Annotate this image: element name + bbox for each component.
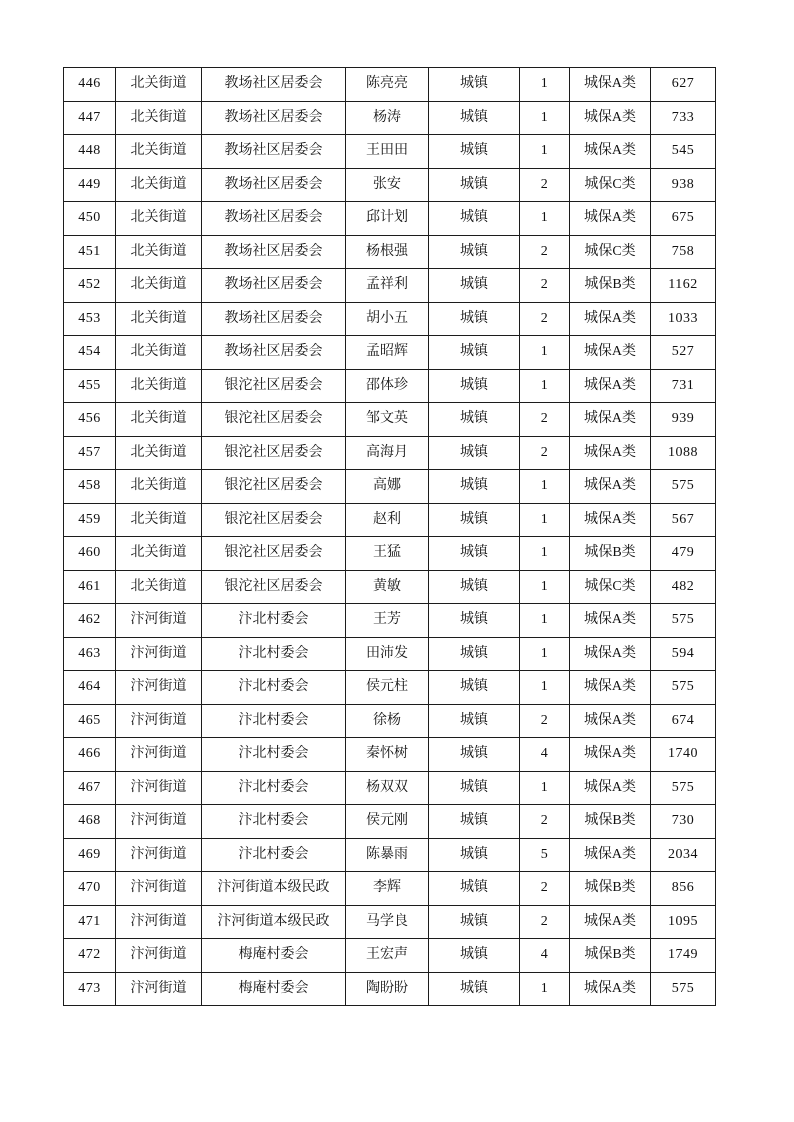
table-cell: 5	[520, 838, 570, 872]
table-cell: 城镇	[429, 872, 520, 906]
table-cell: 北关街道	[116, 101, 202, 135]
table-cell: 城保A类	[570, 604, 651, 638]
table-cell: 城镇	[429, 503, 520, 537]
table-cell: 城保A类	[570, 503, 651, 537]
table-cell: 高海月	[346, 436, 429, 470]
table-cell: 1	[520, 771, 570, 805]
table-cell: 575	[651, 671, 716, 705]
table-cell: 汴河街道本级民政	[202, 872, 346, 906]
table-cell: 1	[520, 101, 570, 135]
table-cell: 马学良	[346, 905, 429, 939]
table-cell: 城镇	[429, 704, 520, 738]
table-cell: 城保A类	[570, 68, 651, 102]
table-cell: 王田田	[346, 135, 429, 169]
table-cell: 城保A类	[570, 135, 651, 169]
table-cell: 陈暴雨	[346, 838, 429, 872]
table-cell: 高娜	[346, 470, 429, 504]
table-cell: 473	[64, 972, 116, 1006]
table-cell: 梅庵村委会	[202, 972, 346, 1006]
table-cell: 939	[651, 403, 716, 437]
table-cell: 1740	[651, 738, 716, 772]
table-row	[64, 771, 716, 805]
table-cell: 城保B类	[570, 939, 651, 973]
table-cell: 城保A类	[570, 369, 651, 403]
table-cell: 城镇	[429, 101, 520, 135]
table-cell: 汴河街道	[116, 637, 202, 671]
table-cell: 446	[64, 68, 116, 102]
table-cell: 银沱社区居委会	[202, 503, 346, 537]
table-row	[64, 637, 716, 671]
table-cell: 城保A类	[570, 972, 651, 1006]
table-cell: 汴北村委会	[202, 738, 346, 772]
table-cell: 城保C类	[570, 168, 651, 202]
table-cell: 2	[520, 269, 570, 303]
table-cell: 汴河街道	[116, 771, 202, 805]
table-row	[64, 503, 716, 537]
table-cell: 463	[64, 637, 116, 671]
table-cell: 449	[64, 168, 116, 202]
table-cell: 2	[520, 805, 570, 839]
table-cell: 汴北村委会	[202, 704, 346, 738]
table-cell: 627	[651, 68, 716, 102]
table-cell: 城镇	[429, 671, 520, 705]
table-cell: 城镇	[429, 68, 520, 102]
table-cell: 王芳	[346, 604, 429, 638]
table-cell: 梅庵村委会	[202, 939, 346, 973]
table-row	[64, 805, 716, 839]
table-row	[64, 336, 716, 370]
table-cell: 450	[64, 202, 116, 236]
table-cell: 城保A类	[570, 202, 651, 236]
table-row	[64, 168, 716, 202]
table-cell: 汴北村委会	[202, 838, 346, 872]
table-cell: 张安	[346, 168, 429, 202]
table-row	[64, 269, 716, 303]
table-cell: 城镇	[429, 537, 520, 571]
table-cell: 城镇	[429, 738, 520, 772]
table-cell: 城镇	[429, 202, 520, 236]
table-cell: 陶盼盼	[346, 972, 429, 1006]
table-cell: 城镇	[429, 369, 520, 403]
table-cell: 758	[651, 235, 716, 269]
table-cell: 杨涛	[346, 101, 429, 135]
table-cell: 汴河街道	[116, 738, 202, 772]
table-cell: 教场社区居委会	[202, 168, 346, 202]
table-cell: 城保A类	[570, 905, 651, 939]
table-cell: 城镇	[429, 436, 520, 470]
table-cell: 575	[651, 470, 716, 504]
table-cell: 银沱社区居委会	[202, 537, 346, 571]
table-cell: 1	[520, 503, 570, 537]
table-cell: 城保A类	[570, 771, 651, 805]
table-cell: 教场社区居委会	[202, 336, 346, 370]
table-cell: 北关街道	[116, 570, 202, 604]
table-cell: 459	[64, 503, 116, 537]
table-cell: 451	[64, 235, 116, 269]
table-cell: 594	[651, 637, 716, 671]
table-row	[64, 738, 716, 772]
table-cell: 448	[64, 135, 116, 169]
table-cell: 470	[64, 872, 116, 906]
table-cell: 银沱社区居委会	[202, 470, 346, 504]
table-row	[64, 704, 716, 738]
table-cell: 汴河街道	[116, 838, 202, 872]
table-row	[64, 436, 716, 470]
table-cell: 454	[64, 336, 116, 370]
table-cell: 城镇	[429, 135, 520, 169]
table-cell: 4	[520, 939, 570, 973]
table-cell: 733	[651, 101, 716, 135]
table-cell: 461	[64, 570, 116, 604]
table-cell: 1	[520, 671, 570, 705]
table-cell: 银沱社区居委会	[202, 369, 346, 403]
table-cell: 北关街道	[116, 403, 202, 437]
table-cell: 北关街道	[116, 235, 202, 269]
table-cell: 汴北村委会	[202, 637, 346, 671]
table-cell: 2	[520, 168, 570, 202]
table-cell: 城镇	[429, 637, 520, 671]
table-cell: 460	[64, 537, 116, 571]
table-cell: 938	[651, 168, 716, 202]
table-cell: 北关街道	[116, 436, 202, 470]
table-row	[64, 369, 716, 403]
table-row	[64, 135, 716, 169]
table-cell: 城镇	[429, 403, 520, 437]
table-cell: 1749	[651, 939, 716, 973]
table-cell: 教场社区居委会	[202, 235, 346, 269]
table-cell: 汴河街道	[116, 805, 202, 839]
table-cell: 469	[64, 838, 116, 872]
table-row	[64, 604, 716, 638]
table-cell: 城镇	[429, 470, 520, 504]
table-cell: 汴河街道	[116, 972, 202, 1006]
table-row	[64, 570, 716, 604]
table-row	[64, 235, 716, 269]
table-cell: 462	[64, 604, 116, 638]
table-cell: 北关街道	[116, 68, 202, 102]
table-cell: 城镇	[429, 302, 520, 336]
table-cell: 北关街道	[116, 302, 202, 336]
table-cell: 城保A类	[570, 838, 651, 872]
table-cell: 田沛发	[346, 637, 429, 671]
table-cell: 城保A类	[570, 470, 651, 504]
table-row	[64, 939, 716, 973]
table-cell: 北关街道	[116, 269, 202, 303]
table-cell: 1162	[651, 269, 716, 303]
table-cell: 侯元刚	[346, 805, 429, 839]
table-cell: 城保A类	[570, 671, 651, 705]
table-cell: 教场社区居委会	[202, 269, 346, 303]
table-cell: 汴河街道	[116, 939, 202, 973]
table-cell: 北关街道	[116, 202, 202, 236]
table-cell: 575	[651, 771, 716, 805]
table-cell: 457	[64, 436, 116, 470]
table-cell: 1	[520, 135, 570, 169]
table-cell: 1088	[651, 436, 716, 470]
table-cell: 465	[64, 704, 116, 738]
table-cell: 城保A类	[570, 101, 651, 135]
table-cell: 教场社区居委会	[202, 68, 346, 102]
table-cell: 城保B类	[570, 805, 651, 839]
table-cell: 教场社区居委会	[202, 135, 346, 169]
table-cell: 汴河街道	[116, 872, 202, 906]
table-cell: 1	[520, 604, 570, 638]
table-cell: 城保A类	[570, 336, 651, 370]
table-cell: 城镇	[429, 838, 520, 872]
table-cell: 北关街道	[116, 135, 202, 169]
table-cell: 汴河街道	[116, 604, 202, 638]
table-cell: 458	[64, 470, 116, 504]
table-row	[64, 68, 716, 102]
table-row	[64, 905, 716, 939]
table-cell: 城保A类	[570, 302, 651, 336]
table-cell: 468	[64, 805, 116, 839]
table-cell: 527	[651, 336, 716, 370]
table-cell: 674	[651, 704, 716, 738]
table-cell: 452	[64, 269, 116, 303]
table-cell: 1	[520, 570, 570, 604]
table-cell: 2	[520, 704, 570, 738]
table-cell: 北关街道	[116, 336, 202, 370]
table-cell: 城保B类	[570, 872, 651, 906]
table-cell: 赵利	[346, 503, 429, 537]
table-cell: 银沱社区居委会	[202, 436, 346, 470]
table-cell: 汴北村委会	[202, 805, 346, 839]
table-cell: 杨双双	[346, 771, 429, 805]
table-row	[64, 403, 716, 437]
table-cell: 汴河街道	[116, 704, 202, 738]
table-cell: 汴北村委会	[202, 671, 346, 705]
table-row	[64, 838, 716, 872]
table-cell: 1	[520, 202, 570, 236]
table-cell: 455	[64, 369, 116, 403]
table-cell: 教场社区居委会	[202, 101, 346, 135]
table-cell: 城保A类	[570, 637, 651, 671]
table-row	[64, 671, 716, 705]
table-cell: 453	[64, 302, 116, 336]
table-cell: 1	[520, 470, 570, 504]
table-cell: 730	[651, 805, 716, 839]
table-cell: 汴北村委会	[202, 771, 346, 805]
table-cell: 城镇	[429, 168, 520, 202]
table-cell: 447	[64, 101, 116, 135]
table-cell: 567	[651, 503, 716, 537]
table-cell: 城镇	[429, 336, 520, 370]
table-row	[64, 101, 716, 135]
table-cell: 城保A类	[570, 704, 651, 738]
table-cell: 675	[651, 202, 716, 236]
table-cell: 2034	[651, 838, 716, 872]
table-cell: 城镇	[429, 570, 520, 604]
table-cell: 邵体珍	[346, 369, 429, 403]
table-cell: 1	[520, 369, 570, 403]
table-cell: 汴河街道本级民政	[202, 905, 346, 939]
table-cell: 472	[64, 939, 116, 973]
table-cell: 孟祥利	[346, 269, 429, 303]
table-row	[64, 302, 716, 336]
table-cell: 北关街道	[116, 369, 202, 403]
table-cell: 汴河街道	[116, 905, 202, 939]
table-cell: 胡小五	[346, 302, 429, 336]
table-cell: 陈亮亮	[346, 68, 429, 102]
table-cell: 456	[64, 403, 116, 437]
table-cell: 1	[520, 972, 570, 1006]
table-cell: 466	[64, 738, 116, 772]
table-cell: 银沱社区居委会	[202, 570, 346, 604]
table-cell: 城保C类	[570, 570, 651, 604]
table-cell: 汴河街道	[116, 671, 202, 705]
table-cell: 教场社区居委会	[202, 202, 346, 236]
table-cell: 2	[520, 436, 570, 470]
table-cell: 北关街道	[116, 537, 202, 571]
table-cell: 北关街道	[116, 503, 202, 537]
table-cell: 城保B类	[570, 537, 651, 571]
table-cell: 城保C类	[570, 235, 651, 269]
table-cell: 城保A类	[570, 403, 651, 437]
table-cell: 孟昭辉	[346, 336, 429, 370]
table-cell: 575	[651, 604, 716, 638]
table-cell: 城镇	[429, 939, 520, 973]
table-cell: 城镇	[429, 805, 520, 839]
table-cell: 城保B类	[570, 269, 651, 303]
table-cell: 1	[520, 336, 570, 370]
table-cell: 徐杨	[346, 704, 429, 738]
table-cell: 城镇	[429, 235, 520, 269]
table-cell: 545	[651, 135, 716, 169]
table-cell: 邹文英	[346, 403, 429, 437]
table-cell: 黄敏	[346, 570, 429, 604]
table-row	[64, 537, 716, 571]
table-body	[64, 68, 716, 1006]
table-row	[64, 202, 716, 236]
table-cell: 464	[64, 671, 116, 705]
table-cell: 王宏声	[346, 939, 429, 973]
table-cell: 4	[520, 738, 570, 772]
table-cell: 2	[520, 235, 570, 269]
benefits-roster-table	[63, 67, 716, 1006]
table-cell: 1	[520, 637, 570, 671]
table-row	[64, 972, 716, 1006]
table-cell: 575	[651, 972, 716, 1006]
table-cell: 471	[64, 905, 116, 939]
table-cell: 1	[520, 68, 570, 102]
table-cell: 482	[651, 570, 716, 604]
table-cell: 2	[520, 905, 570, 939]
table-cell: 479	[651, 537, 716, 571]
table-cell: 侯元柱	[346, 671, 429, 705]
table-cell: 城镇	[429, 972, 520, 1006]
table-cell: 城保A类	[570, 436, 651, 470]
table-cell: 1033	[651, 302, 716, 336]
table-cell: 银沱社区居委会	[202, 403, 346, 437]
table-cell: 城镇	[429, 604, 520, 638]
table-cell: 北关街道	[116, 168, 202, 202]
table-cell: 856	[651, 872, 716, 906]
table-cell: 2	[520, 302, 570, 336]
table-cell: 邱计划	[346, 202, 429, 236]
table-cell: 汴北村委会	[202, 604, 346, 638]
table-cell: 城保A类	[570, 738, 651, 772]
table-cell: 李辉	[346, 872, 429, 906]
table-cell: 城镇	[429, 269, 520, 303]
table-cell: 2	[520, 872, 570, 906]
table-cell: 教场社区居委会	[202, 302, 346, 336]
table-cell: 1	[520, 537, 570, 571]
table-cell: 2	[520, 403, 570, 437]
table-row	[64, 872, 716, 906]
table-cell: 王猛	[346, 537, 429, 571]
table-cell: 城镇	[429, 771, 520, 805]
table-cell: 杨根强	[346, 235, 429, 269]
table-cell: 731	[651, 369, 716, 403]
table-cell: 秦怀树	[346, 738, 429, 772]
table-cell: 467	[64, 771, 116, 805]
table-row	[64, 470, 716, 504]
table-cell: 北关街道	[116, 470, 202, 504]
table-cell: 1095	[651, 905, 716, 939]
table-cell: 城镇	[429, 905, 520, 939]
